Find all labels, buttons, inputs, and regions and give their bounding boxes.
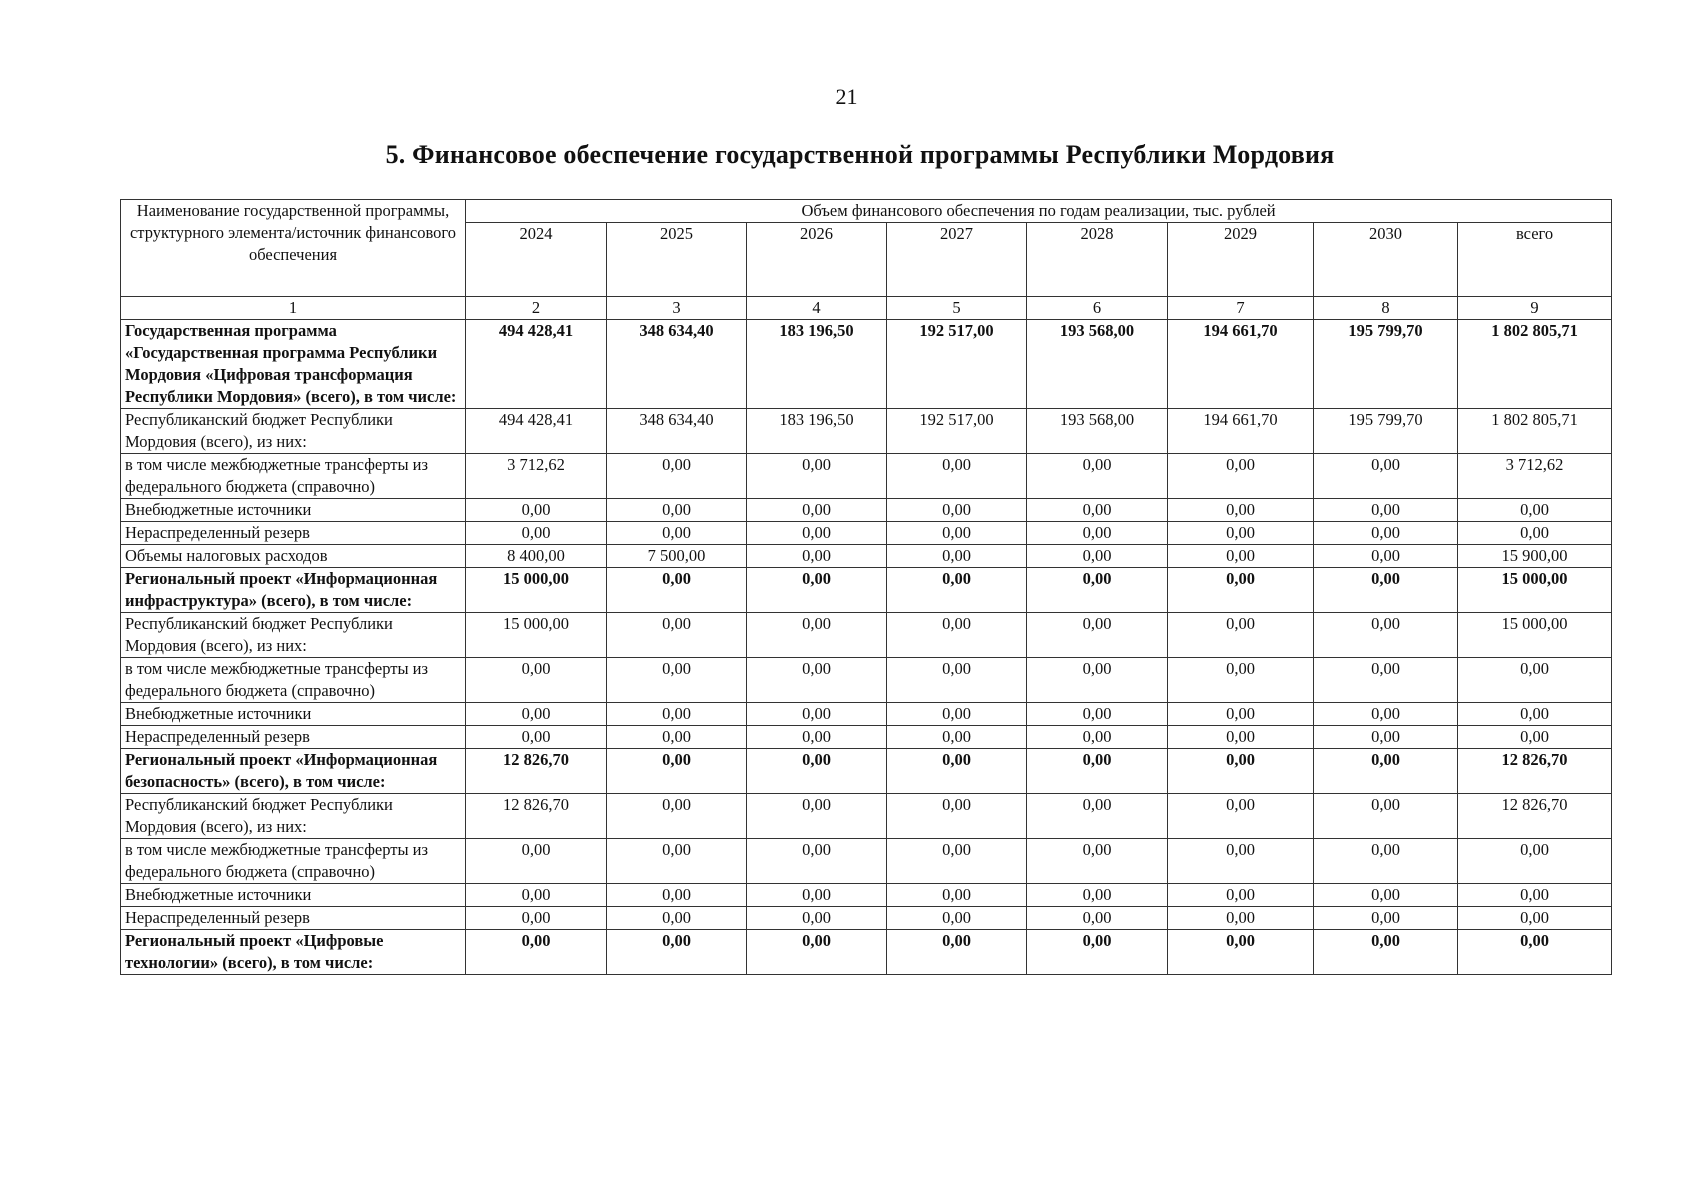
table-row — [121, 907, 1612, 930]
column-number: 9 — [1458, 297, 1612, 320]
row-name-cell: в том числе межбюджетные трансферты из федерального бюджета (справочно) — [121, 839, 466, 884]
value-cell: 0,00 — [1168, 454, 1314, 499]
row-name-cell: Внебюджетные источники — [121, 884, 466, 907]
value-cell: 1 802 805,71 — [1458, 409, 1612, 454]
value-cell: 0,00 — [887, 749, 1027, 794]
value-cell: 15 000,00 — [466, 613, 607, 658]
value-cell: 0,00 — [1168, 794, 1314, 839]
value-cell: 192 517,00 — [887, 409, 1027, 454]
value-cell: 0,00 — [1314, 749, 1458, 794]
value-cell: 0,00 — [887, 703, 1027, 726]
column-number: 1 — [121, 297, 466, 320]
value-cell: 7 500,00 — [607, 545, 747, 568]
value-cell: 0,00 — [1168, 568, 1314, 613]
value-cell: 0,00 — [1168, 703, 1314, 726]
value-cell: 195 799,70 — [1314, 320, 1458, 409]
row-name-cell: Внебюджетные источники — [121, 703, 466, 726]
value-cell: 0,00 — [1458, 499, 1612, 522]
value-cell: 12 826,70 — [466, 794, 607, 839]
column-number: 5 — [887, 297, 1027, 320]
value-cell: 0,00 — [1027, 930, 1168, 975]
value-cell: 8 400,00 — [466, 545, 607, 568]
value-cell: 0,00 — [1314, 658, 1458, 703]
value-cell: 0,00 — [1458, 703, 1612, 726]
value-cell: 0,00 — [887, 522, 1027, 545]
value-cell: 0,00 — [1027, 545, 1168, 568]
value-cell: 0,00 — [1027, 613, 1168, 658]
value-cell: 0,00 — [607, 568, 747, 613]
table-row — [121, 749, 1612, 794]
row-name-cell: Нераспределенный резерв — [121, 907, 466, 930]
value-cell: 0,00 — [1168, 726, 1314, 749]
value-cell: 0,00 — [607, 930, 747, 975]
column-number: 6 — [1027, 297, 1168, 320]
value-cell: 0,00 — [1458, 658, 1612, 703]
row-name-cell: Региональный проект «Информационная безопасность» (всего), в том числе: — [121, 749, 466, 794]
value-cell: 0,00 — [747, 545, 887, 568]
value-cell: 0,00 — [607, 454, 747, 499]
value-cell: 0,00 — [1314, 907, 1458, 930]
table-row — [121, 545, 1612, 568]
value-cell: 0,00 — [607, 749, 747, 794]
value-cell: 0,00 — [1314, 839, 1458, 884]
value-cell: 0,00 — [466, 930, 607, 975]
value-cell: 0,00 — [1314, 613, 1458, 658]
financing-table — [120, 199, 1612, 975]
value-cell: 0,00 — [1168, 613, 1314, 658]
year-header: 2029 — [1168, 223, 1314, 297]
value-cell: 0,00 — [887, 907, 1027, 930]
value-cell: 0,00 — [466, 499, 607, 522]
value-cell: 0,00 — [1168, 884, 1314, 907]
value-cell: 0,00 — [747, 703, 887, 726]
value-cell: 0,00 — [887, 499, 1027, 522]
value-cell: 0,00 — [607, 884, 747, 907]
total-header: всего — [1458, 223, 1612, 297]
value-cell: 0,00 — [1314, 703, 1458, 726]
value-cell: 0,00 — [1168, 658, 1314, 703]
value-cell: 0,00 — [466, 703, 607, 726]
value-cell: 0,00 — [887, 545, 1027, 568]
row-name-cell: Республиканский бюджет Республики Мордовия (всего), из них: — [121, 794, 466, 839]
value-cell: 0,00 — [747, 568, 887, 613]
value-cell: 0,00 — [887, 613, 1027, 658]
row-name-cell: Государственная программа «Государственная программа Республики Мордовия «Цифровая трансформация Республики Мордовия» (всего), в том числе: — [121, 320, 466, 409]
value-cell: 0,00 — [747, 454, 887, 499]
table-row — [121, 726, 1612, 749]
value-cell: 15 900,00 — [1458, 545, 1612, 568]
value-cell: 0,00 — [1314, 522, 1458, 545]
value-cell: 0,00 — [466, 658, 607, 703]
value-cell: 0,00 — [466, 839, 607, 884]
value-cell: 1 802 805,71 — [1458, 320, 1612, 409]
value-cell: 0,00 — [887, 726, 1027, 749]
value-cell: 0,00 — [1458, 522, 1612, 545]
value-cell: 0,00 — [1027, 907, 1168, 930]
value-cell: 195 799,70 — [1314, 409, 1458, 454]
table-row — [121, 658, 1612, 703]
table-row — [121, 409, 1612, 454]
value-cell: 0,00 — [607, 839, 747, 884]
value-cell: 494 428,41 — [466, 320, 607, 409]
value-cell: 0,00 — [1168, 522, 1314, 545]
row-name-cell: Республиканский бюджет Республики Мордовия (всего), из них: — [121, 409, 466, 454]
value-cell: 0,00 — [1314, 568, 1458, 613]
value-cell: 0,00 — [887, 930, 1027, 975]
value-cell: 348 634,40 — [607, 320, 747, 409]
row-name-cell: Объемы налоговых расходов — [121, 545, 466, 568]
value-cell: 0,00 — [1314, 454, 1458, 499]
value-cell: 193 568,00 — [1027, 320, 1168, 409]
value-cell: 3 712,62 — [1458, 454, 1612, 499]
column-number: 3 — [607, 297, 747, 320]
value-cell: 0,00 — [1458, 839, 1612, 884]
row-name-cell: Региональный проект «Информационная инфраструктура» (всего), в том числе: — [121, 568, 466, 613]
value-cell: 0,00 — [607, 658, 747, 703]
value-cell: 0,00 — [1027, 568, 1168, 613]
value-cell: 0,00 — [1314, 930, 1458, 975]
value-cell: 0,00 — [466, 522, 607, 545]
value-cell: 0,00 — [747, 749, 887, 794]
value-cell: 0,00 — [1027, 839, 1168, 884]
value-cell: 12 826,70 — [466, 749, 607, 794]
value-cell: 0,00 — [1168, 545, 1314, 568]
table-row — [121, 703, 1612, 726]
value-cell: 0,00 — [747, 930, 887, 975]
header-row-top — [121, 200, 1612, 223]
value-cell: 0,00 — [1027, 454, 1168, 499]
year-header: 2024 — [466, 223, 607, 297]
table-row — [121, 499, 1612, 522]
value-cell: 0,00 — [1027, 726, 1168, 749]
table-row — [121, 568, 1612, 613]
column-number: 8 — [1314, 297, 1458, 320]
header-group-cell: Объем финансового обеспечения по годам реализации, тыс. рублей — [466, 200, 1612, 223]
row-name-cell: Внебюджетные источники — [121, 499, 466, 522]
value-cell: 183 196,50 — [747, 409, 887, 454]
row-name-cell: в том числе межбюджетные трансферты из федерального бюджета (справочно) — [121, 658, 466, 703]
table-row — [121, 454, 1612, 499]
value-cell: 192 517,00 — [887, 320, 1027, 409]
year-header: 2026 — [747, 223, 887, 297]
column-number: 2 — [466, 297, 607, 320]
value-cell: 0,00 — [887, 658, 1027, 703]
value-cell: 0,00 — [747, 658, 887, 703]
value-cell: 0,00 — [607, 703, 747, 726]
value-cell: 15 000,00 — [466, 568, 607, 613]
value-cell: 348 634,40 — [607, 409, 747, 454]
table-row — [121, 794, 1612, 839]
table-row — [121, 930, 1612, 975]
value-cell: 0,00 — [607, 613, 747, 658]
value-cell: 0,00 — [1027, 499, 1168, 522]
column-number: 7 — [1168, 297, 1314, 320]
value-cell: 0,00 — [1027, 703, 1168, 726]
column-numbers-row — [121, 297, 1612, 320]
value-cell: 0,00 — [1314, 499, 1458, 522]
value-cell: 0,00 — [747, 726, 887, 749]
value-cell: 0,00 — [1027, 658, 1168, 703]
header-name-cell: Наименование государственной программы, структурного элемента/источник финансового обеспечения — [121, 200, 466, 297]
row-name-cell: Республиканский бюджет Республики Мордовия (всего), из них: — [121, 613, 466, 658]
value-cell: 193 568,00 — [1027, 409, 1168, 454]
value-cell: 0,00 — [887, 568, 1027, 613]
table-row — [121, 320, 1612, 409]
value-cell: 12 826,70 — [1458, 749, 1612, 794]
value-cell: 0,00 — [747, 499, 887, 522]
row-name-cell: в том числе межбюджетные трансферты из федерального бюджета (справочно) — [121, 454, 466, 499]
value-cell: 0,00 — [747, 522, 887, 545]
value-cell: 0,00 — [1027, 794, 1168, 839]
value-cell: 0,00 — [1168, 749, 1314, 794]
value-cell: 0,00 — [1168, 930, 1314, 975]
value-cell: 0,00 — [607, 794, 747, 839]
table-row — [121, 522, 1612, 545]
value-cell: 194 661,70 — [1168, 320, 1314, 409]
value-cell: 194 661,70 — [1168, 409, 1314, 454]
row-name-cell: Нераспределенный резерв — [121, 726, 466, 749]
value-cell: 0,00 — [1458, 907, 1612, 930]
year-header: 2027 — [887, 223, 1027, 297]
value-cell: 0,00 — [747, 884, 887, 907]
value-cell: 0,00 — [1314, 545, 1458, 568]
column-number: 4 — [747, 297, 887, 320]
value-cell: 0,00 — [607, 522, 747, 545]
year-header: 2030 — [1314, 223, 1458, 297]
value-cell: 0,00 — [1458, 930, 1612, 975]
value-cell: 494 428,41 — [466, 409, 607, 454]
table-row — [121, 884, 1612, 907]
value-cell: 0,00 — [466, 726, 607, 749]
value-cell: 0,00 — [747, 613, 887, 658]
value-cell: 0,00 — [607, 726, 747, 749]
value-cell: 0,00 — [887, 454, 1027, 499]
value-cell: 0,00 — [1027, 884, 1168, 907]
value-cell: 0,00 — [747, 907, 887, 930]
value-cell: 0,00 — [887, 884, 1027, 907]
year-header: 2025 — [607, 223, 747, 297]
value-cell: 0,00 — [607, 499, 747, 522]
table-row — [121, 613, 1612, 658]
value-cell: 15 000,00 — [1458, 568, 1612, 613]
value-cell: 0,00 — [1314, 794, 1458, 839]
page-number: 21 — [835, 84, 858, 109]
value-cell: 0,00 — [1168, 907, 1314, 930]
value-cell: 0,00 — [1314, 884, 1458, 907]
page-title: 5. Финансовое обеспечение государственной программы Республики Мордовия — [385, 140, 1335, 169]
value-cell: 0,00 — [747, 839, 887, 884]
value-cell: 0,00 — [1314, 726, 1458, 749]
value-cell: 0,00 — [1168, 499, 1314, 522]
value-cell: 0,00 — [1027, 522, 1168, 545]
value-cell: 0,00 — [1168, 839, 1314, 884]
value-cell: 183 196,50 — [747, 320, 887, 409]
value-cell: 0,00 — [747, 794, 887, 839]
row-name-cell: Нераспределенный резерв — [121, 522, 466, 545]
value-cell: 0,00 — [607, 907, 747, 930]
value-cell: 0,00 — [887, 839, 1027, 884]
value-cell: 15 000,00 — [1458, 613, 1612, 658]
value-cell: 0,00 — [1458, 884, 1612, 907]
value-cell: 12 826,70 — [1458, 794, 1612, 839]
table-row — [121, 839, 1612, 884]
value-cell: 0,00 — [466, 907, 607, 930]
value-cell: 3 712,62 — [466, 454, 607, 499]
year-header: 2028 — [1027, 223, 1168, 297]
row-name-cell: Региональный проект «Цифровые технологии» (всего), в том числе: — [121, 930, 466, 975]
value-cell: 0,00 — [887, 794, 1027, 839]
value-cell: 0,00 — [1027, 749, 1168, 794]
value-cell: 0,00 — [466, 884, 607, 907]
value-cell: 0,00 — [1458, 726, 1612, 749]
